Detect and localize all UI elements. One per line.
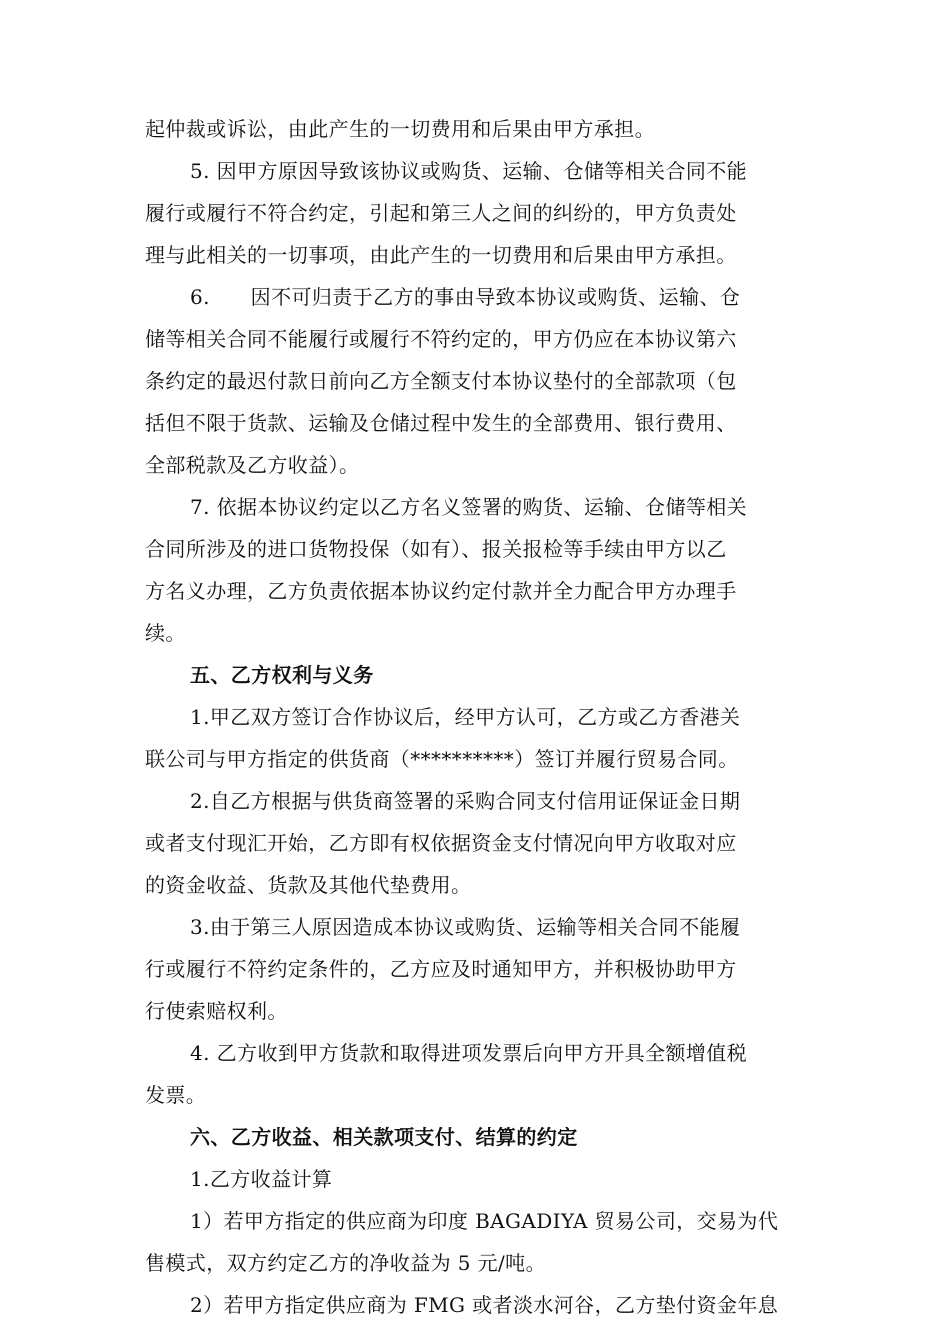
paragraph-line: 4. 乙方收到甲方货款和取得进项发票后向甲方开具全额增值税	[190, 1041, 748, 1065]
paragraph-line: 3.由于第三人原因造成本协议或购货、运输等相关合同不能履	[190, 915, 741, 939]
paragraph-line: 全部税款及乙方收益）。	[145, 453, 360, 477]
paragraph-line: 5. 因甲方原因导致该协议或购货、运输、仓储等相关合同不能	[190, 159, 748, 183]
paragraph-line: 行或履行不符约定条件的，乙方应及时通知甲方，并积极协助甲方	[145, 957, 737, 981]
paragraph-line: 1.乙方收益计算	[190, 1167, 333, 1191]
paragraph-line: 合同所涉及的进口货物投保（如有）、报关报检等手续由甲方以乙	[145, 537, 727, 561]
paragraph-line: 方名义办理，乙方负责依据本协议约定付款并全力配合甲方办理手	[145, 579, 737, 603]
paragraph-line: 2）若甲方指定供应商为 FMG 或者淡水河谷，乙方垫付资金年息	[190, 1293, 779, 1317]
paragraph-line: 1.甲乙双方签订合作协议后，经甲方认可，乙方或乙方香港关	[190, 705, 741, 729]
paragraph-line: 括但不限于货款、运输及仓储过程中发生的全部费用、银行费用、	[145, 411, 737, 435]
paragraph-line: 储等相关合同不能履行或履行不符约定的，甲方仍应在本协议第六	[145, 327, 737, 351]
paragraph-line: 行使索赔权利。	[145, 999, 288, 1023]
paragraph-line: 条约定的最迟付款日前向乙方全额支付本协议垫付的全部款项（包	[145, 369, 737, 393]
paragraph-line: 的资金收益、货款及其他代垫费用。	[145, 873, 472, 897]
paragraph-line: 起仲裁或诉讼，由此产生的一切费用和后果由甲方承担。	[145, 117, 655, 141]
paragraph-line: 续。	[145, 621, 186, 645]
document-body	[145, 108, 815, 1326]
paragraph-line: 售模式，双方约定乙方的净收益为 5 元/吨。	[145, 1251, 546, 1275]
paragraph-line: 6. 因不可归责于乙方的事由导致本协议或购货、运输、仓	[190, 285, 741, 309]
paragraph-line: 联公司与甲方指定的供货商（**********）签订并履行贸易合同。	[145, 747, 739, 771]
section-heading: 六、乙方收益、相关款项支付、结算的约定	[190, 1125, 578, 1149]
paragraph-line: 2.自乙方根据与供货商签署的采购合同支付信用证保证金日期	[190, 789, 741, 813]
paragraph-line: 发票。	[145, 1083, 207, 1107]
paragraph-line: 或者支付现汇开始，乙方即有权依据资金支付情况向甲方收取对应	[145, 831, 737, 855]
paragraph-line: 履行或履行不符合约定，引起和第三人之间的纠纷的，甲方负责处	[145, 201, 737, 225]
section-heading: 五、乙方权利与义务	[190, 663, 374, 687]
paragraph-line: 7. 依据本协议约定以乙方名义签署的购货、运输、仓储等相关	[190, 495, 748, 519]
paragraph-line: 理与此相关的一切事项，由此产生的一切费用和后果由甲方承担。	[145, 243, 737, 267]
paragraph-line: 1）若甲方指定的供应商为印度 BAGADIYA 贸易公司，交易为代	[190, 1209, 779, 1233]
